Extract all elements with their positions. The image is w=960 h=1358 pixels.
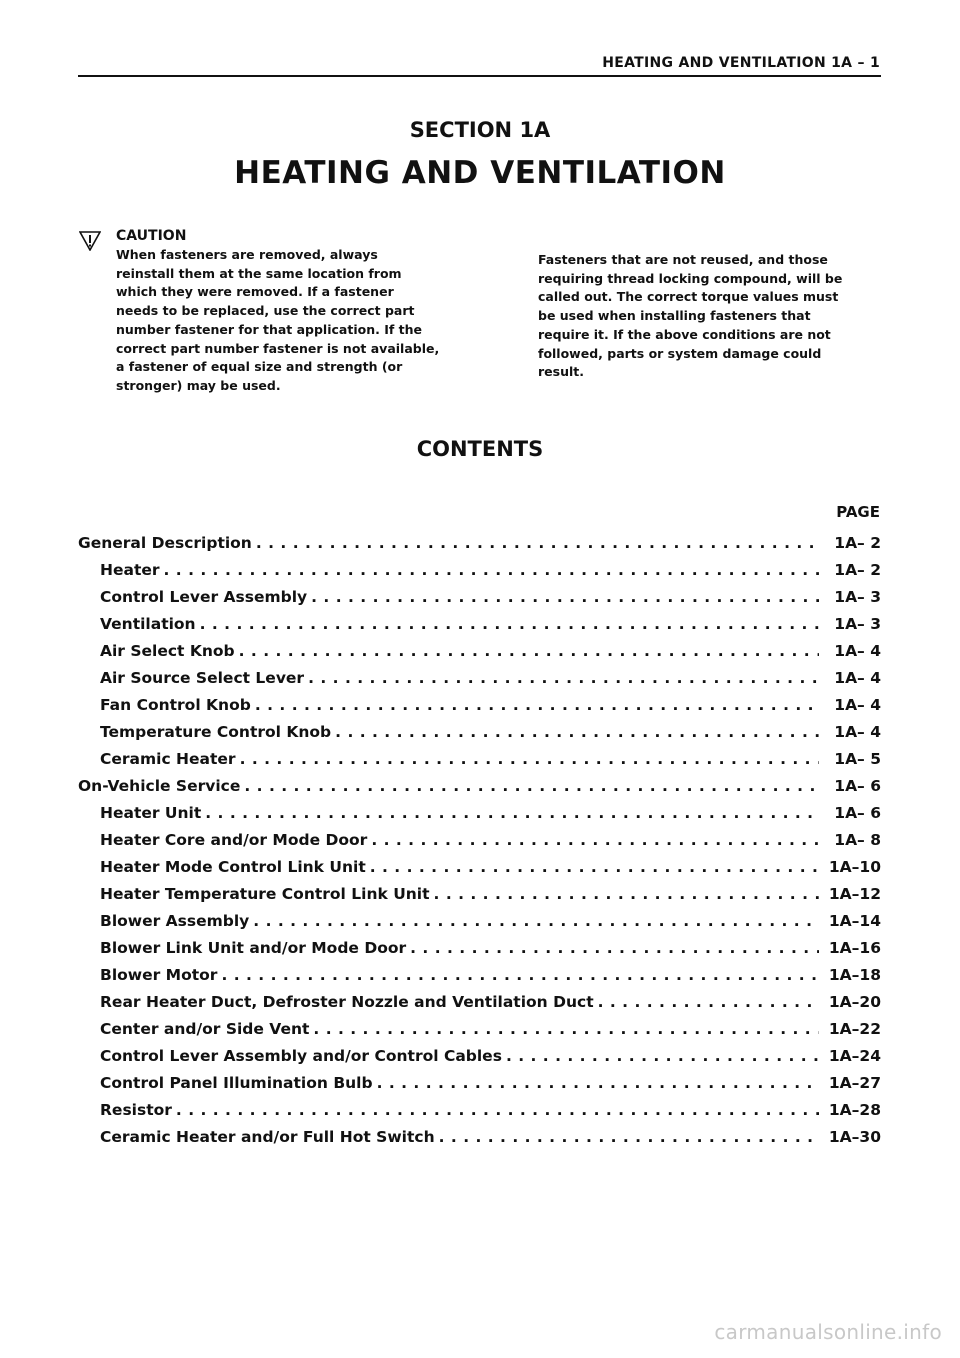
caution-line: stronger) may be used. xyxy=(116,377,281,393)
caution-line: When fasteners are removed, always xyxy=(116,247,378,262)
toc-entry-page: 1A– 2 xyxy=(834,561,881,579)
dot-leader xyxy=(164,557,819,584)
running-header: HEATING AND VENTILATION 1A – 1 xyxy=(602,55,880,71)
dot-leader xyxy=(410,935,819,962)
toc-entry[interactable] xyxy=(78,773,881,800)
caution-line: number fastener for that application. If the xyxy=(116,321,422,337)
toc-entry-page: 1A–20 xyxy=(828,993,881,1011)
toc-entry-page: 1A–12 xyxy=(828,885,881,903)
dot-leader xyxy=(335,719,819,746)
dot-leader xyxy=(506,1043,819,1070)
dot-leader xyxy=(221,962,819,989)
toc-entry[interactable] xyxy=(78,557,881,584)
caution-line: requiring thread locking compound, will be xyxy=(538,270,843,286)
toc-entry-page: 1A–14 xyxy=(828,912,881,930)
toc-entry-page: 1A– 3 xyxy=(834,615,881,633)
caution-heading: CAUTION xyxy=(116,228,187,244)
toc-entry[interactable] xyxy=(78,746,881,773)
toc-entry-title: Control Lever Assembly xyxy=(100,588,308,606)
toc-entry-page: 1A–27 xyxy=(828,1074,881,1092)
toc-entry-title: Blower Assembly xyxy=(100,912,250,930)
toc-entry-title: Temperature Control Knob xyxy=(100,723,332,741)
toc-entry[interactable] xyxy=(78,1124,881,1151)
toc-entry-page: 1A–18 xyxy=(828,966,881,984)
dot-leader xyxy=(256,530,819,557)
section-title: HEATING AND VENTILATION xyxy=(234,155,726,191)
caution-line: require it. If the above conditions are not xyxy=(538,326,831,342)
toc-entry[interactable] xyxy=(78,908,881,935)
toc-entry-title: Rear Heater Duct, Defroster Nozzle and Ventilation Duct xyxy=(100,993,594,1011)
toc-entry-page: 1A–30 xyxy=(828,1128,881,1146)
toc-entry-title: Heater Temperature Control Link Unit xyxy=(100,885,430,903)
toc-entry-title: Blower Link Unit and/or Mode Door xyxy=(100,939,407,957)
toc-entry-page: 1A– 6 xyxy=(834,777,881,795)
toc-entry-title: General Description xyxy=(78,534,252,552)
caution-text-left xyxy=(116,246,461,396)
dot-leader xyxy=(313,1016,819,1043)
toc-entry-page: 1A– 2 xyxy=(834,534,881,552)
toc-entry-title: Ceramic Heater xyxy=(100,750,236,768)
toc-entry[interactable] xyxy=(78,827,881,854)
toc-entry-page: 1A– 6 xyxy=(834,804,881,822)
toc-entry-page: 1A– 5 xyxy=(834,750,881,768)
toc-entry[interactable] xyxy=(78,800,881,827)
dot-leader xyxy=(434,881,819,908)
caution-line: Fasteners that are not reused, and those xyxy=(538,252,828,267)
toc-entry-page: 1A– 3 xyxy=(834,588,881,606)
toc-entry-title: Heater Mode Control Link Unit xyxy=(100,858,366,876)
toc-entry-page: 1A– 8 xyxy=(834,831,881,849)
toc-entry[interactable] xyxy=(78,1097,881,1124)
toc-entry-page: 1A– 4 xyxy=(834,723,881,741)
toc-entry-title: Blower Motor xyxy=(100,966,218,984)
dot-leader xyxy=(176,1097,819,1124)
toc-entry-title: Resistor xyxy=(100,1101,172,1119)
toc-entry-title: Control Lever Assembly and/or Control Cables xyxy=(100,1047,502,1065)
toc-entry-title: On-Vehicle Service xyxy=(78,777,241,795)
toc-entry[interactable] xyxy=(78,935,881,962)
dot-leader xyxy=(255,692,819,719)
dot-leader xyxy=(240,746,819,773)
toc-entry-page: 1A–24 xyxy=(828,1047,881,1065)
dot-leader xyxy=(377,1070,819,1097)
toc-entry-title: Ceramic Heater and/or Full Hot Switch xyxy=(100,1128,435,1146)
dot-leader xyxy=(200,611,819,638)
toc-entry-title: Heater xyxy=(100,561,160,579)
toc-entry-title: Air Source Select Lever xyxy=(100,669,305,687)
header-rule xyxy=(78,75,881,77)
caution-line: result. xyxy=(538,364,584,380)
caution-line: needs to be replaced, use the correct part xyxy=(116,303,415,319)
toc-entry[interactable] xyxy=(78,989,881,1016)
dot-leader xyxy=(205,800,819,827)
toc-entry[interactable] xyxy=(78,638,881,665)
dot-leader xyxy=(598,989,819,1016)
toc-entry[interactable] xyxy=(78,530,881,557)
caution-line: be used when installing fasteners that xyxy=(538,308,811,324)
caution-line: a fastener of equal size and strength (or xyxy=(116,359,403,375)
caution-line: followed, parts or system damage could xyxy=(538,345,822,361)
toc-entry[interactable] xyxy=(78,1070,881,1097)
dot-leader xyxy=(439,1124,819,1151)
toc-entry-page: 1A– 4 xyxy=(834,696,881,714)
dot-leader xyxy=(370,854,819,881)
toc-entry[interactable] xyxy=(78,962,881,989)
dot-leader xyxy=(371,827,819,854)
toc-entry-page: 1A–10 xyxy=(828,858,881,876)
toc-entry-page: 1A–22 xyxy=(828,1020,881,1038)
page-column-heading: PAGE xyxy=(836,503,880,521)
warning-triangle-icon xyxy=(79,231,101,251)
toc-entry-title: Ventilation xyxy=(100,615,196,633)
dot-leader xyxy=(308,665,819,692)
contents-heading: CONTENTS xyxy=(416,437,544,461)
toc-entry-page: 1A–28 xyxy=(828,1101,881,1119)
toc-entry-title: Fan Control Knob xyxy=(100,696,251,714)
toc-entry-title: Center and/or Side Vent xyxy=(100,1020,310,1038)
section-label: SECTION 1A xyxy=(409,118,551,142)
toc-entry-title: Heater Core and/or Mode Door xyxy=(100,831,368,849)
caution-line: which they were removed. If a fastener xyxy=(116,284,394,300)
toc-entry-title: Heater Unit xyxy=(100,804,202,822)
toc-entry[interactable] xyxy=(78,611,881,638)
toc-entry[interactable] xyxy=(78,1016,881,1043)
dot-leader xyxy=(239,638,819,665)
toc-entry-page: 1A– 4 xyxy=(834,669,881,687)
toc-entry[interactable] xyxy=(78,1043,881,1070)
toc-entry[interactable] xyxy=(78,881,881,908)
caution-line: correct part number fastener is not available, xyxy=(116,340,440,356)
toc-entry[interactable] xyxy=(78,854,881,881)
toc-entry[interactable] xyxy=(78,665,881,692)
toc-entry[interactable] xyxy=(78,584,881,611)
dot-leader xyxy=(244,773,819,800)
table-of-contents xyxy=(78,530,881,1151)
dot-leader xyxy=(253,908,819,935)
toc-entry-title: Control Panel Illumination Bulb xyxy=(100,1074,373,1092)
dot-leader xyxy=(311,584,819,611)
toc-entry-page: 1A– 4 xyxy=(834,642,881,660)
caution-line: reinstall them at the same location from xyxy=(116,265,402,281)
caution-text-right xyxy=(538,251,878,382)
toc-entry-page: 1A–16 xyxy=(828,939,881,957)
caution-line: called out. The correct torque values must xyxy=(538,289,839,305)
toc-entry[interactable] xyxy=(78,719,881,746)
watermark: carmanualsonline.info xyxy=(714,1320,942,1344)
toc-entry[interactable] xyxy=(78,692,881,719)
toc-entry-title: Air Select Knob xyxy=(100,642,235,660)
